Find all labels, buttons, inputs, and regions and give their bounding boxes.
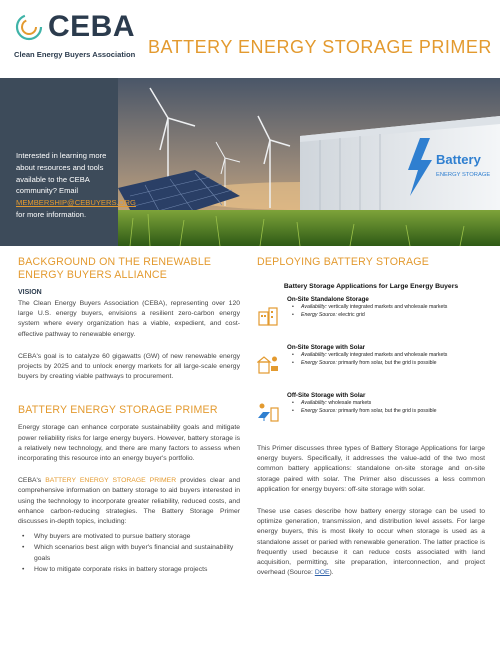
primer-heading: BATTERY ENERGY STORAGE PRIMER [18,404,218,417]
building-icon [257,306,279,326]
ceba-logo[interactable] [14,10,144,66]
application-source: • Energy Source: electric grid [287,311,487,319]
deploying-heading: DEPLOYING BATTERY STORAGE [257,256,429,268]
goal-paragraph: CEBA's goal is to catalyze 60 gigawatts (GW) of new renewable energy projects by 2025 and to unlock energy markets for all large-scale energy buyers by creating viable pathways to procurement. [18,352,240,381]
application-availability: • Availability: vertically integrated markets and wholesale markets [287,303,487,311]
applications-title: Battery Storage Applications for Large Energy Buyers [283,283,459,290]
application-item [257,344,485,386]
primer-paragraph-post: provides clear and comprehensive information on battery storage to aid buyers interested in using the technology to incorporate greater reliability, reduced costs, and enhance carbon-reducing strategies. The Battery Storage Primer discusses in-depth topics, including: [18,477,240,526]
membership-email-link[interactable]: MEMBERSHIP@CEBUYERS.ORG [16,198,136,208]
use-cases-text: These use cases describe how battery energy storage can be used to optimize generation, transmission, and distribution level assets. For large energy buyers, this is most likely to occur when storage is used as a standalone asset or paried with renewable generation. The latter practice is frequently used because it can reduce costs associated with land acquisition, permitting, site preparation, interconnection, and project overhead (Source: [257,508,485,577]
hero-info-text [16,150,136,221]
use-cases-end: ). [329,569,334,577]
vision-label: VISION [18,289,42,296]
application-item [257,392,485,434]
right-column [257,256,485,578]
application-availability: • Availability: wholesale markets [287,399,487,407]
header [0,0,500,78]
application-name: On-Site Storage with Solar [287,344,366,351]
topics-list [18,532,240,575]
doe-source-link[interactable]: DOE [314,569,330,577]
logo-text: CEBA [48,10,136,43]
application-source: • Energy Source: primarily from solar, but the grid is possible [287,407,487,415]
types-paragraph: This Primer discusses three types of Battery Storage Applications for large energy buyers. Specifically, it addresses the value-add of the two most common battery applications: standalone on-site storage and on-site storage paired with solar. The Primer also discusses a less common application for energy buyers: off-site storage with solar. [257,445,485,493]
application-name: Off-Site Storage with Solar [287,392,366,399]
left-column [18,256,240,576]
offsite-solar-icon [257,402,279,422]
application-source: • Energy Source: primarily from solar, but the grid is possible [287,359,487,367]
storage-paragraph: Energy storage can enhance corporate sustainability goals and mitigate power reliability risks for large energy buyers. However, battery storage is a relatively new technology, and there are many factors to assess when incorporating this resource into an energy buyer's portfolio. [18,424,240,463]
use-cases-paragraph [257,507,485,578]
hero-text-2: for more information. [16,209,87,219]
building-solar-icon [257,354,279,374]
list-item: • How to mitigate corporate risks in battery storage projects [18,565,240,575]
hero-banner [0,78,500,246]
battery-label: Battery [436,152,481,167]
primer-link[interactable]: BATTERY ENERGY STORAGE PRIMER [45,477,177,485]
primer-paragraph [18,476,240,527]
application-availability: • Availability: vertically integrated markets and wholesale markets [287,351,487,359]
battery-sublabel: ENERGY STORAGE [436,172,491,178]
list-item: • Which scenarios best align with buyer's financial and sustainability goals [18,543,240,563]
vision-paragraph: The Clean Energy Buyers Association (CEBA), representing over 120 large U.S. energy buyers, envisions a resilient zero-carbon energy system where every organization has a viable, expedient, and cost-effective pathway to renewable energy. [18,300,240,338]
list-item: • Why buyers are motivated to pursue battery storage [18,532,240,542]
primer-paragraph-pre: CEBA's [18,477,42,485]
document-title: BATTERY ENERGY STORAGE PRIMER [148,37,492,57]
hero-text-1: Interested in learning more about resources and tools available to the CEBA community? Email [16,151,107,196]
application-name: On-Site Standalone Storage [287,296,369,303]
application-item [257,296,485,338]
logo-subtitle: Clean Energy Buyers Association [14,50,136,59]
background-heading: BACKGROUND ON THE RENEWABLE ENERGY BUYERS ALLIANCE [18,256,212,281]
ceba-logo-icon [14,12,44,42]
